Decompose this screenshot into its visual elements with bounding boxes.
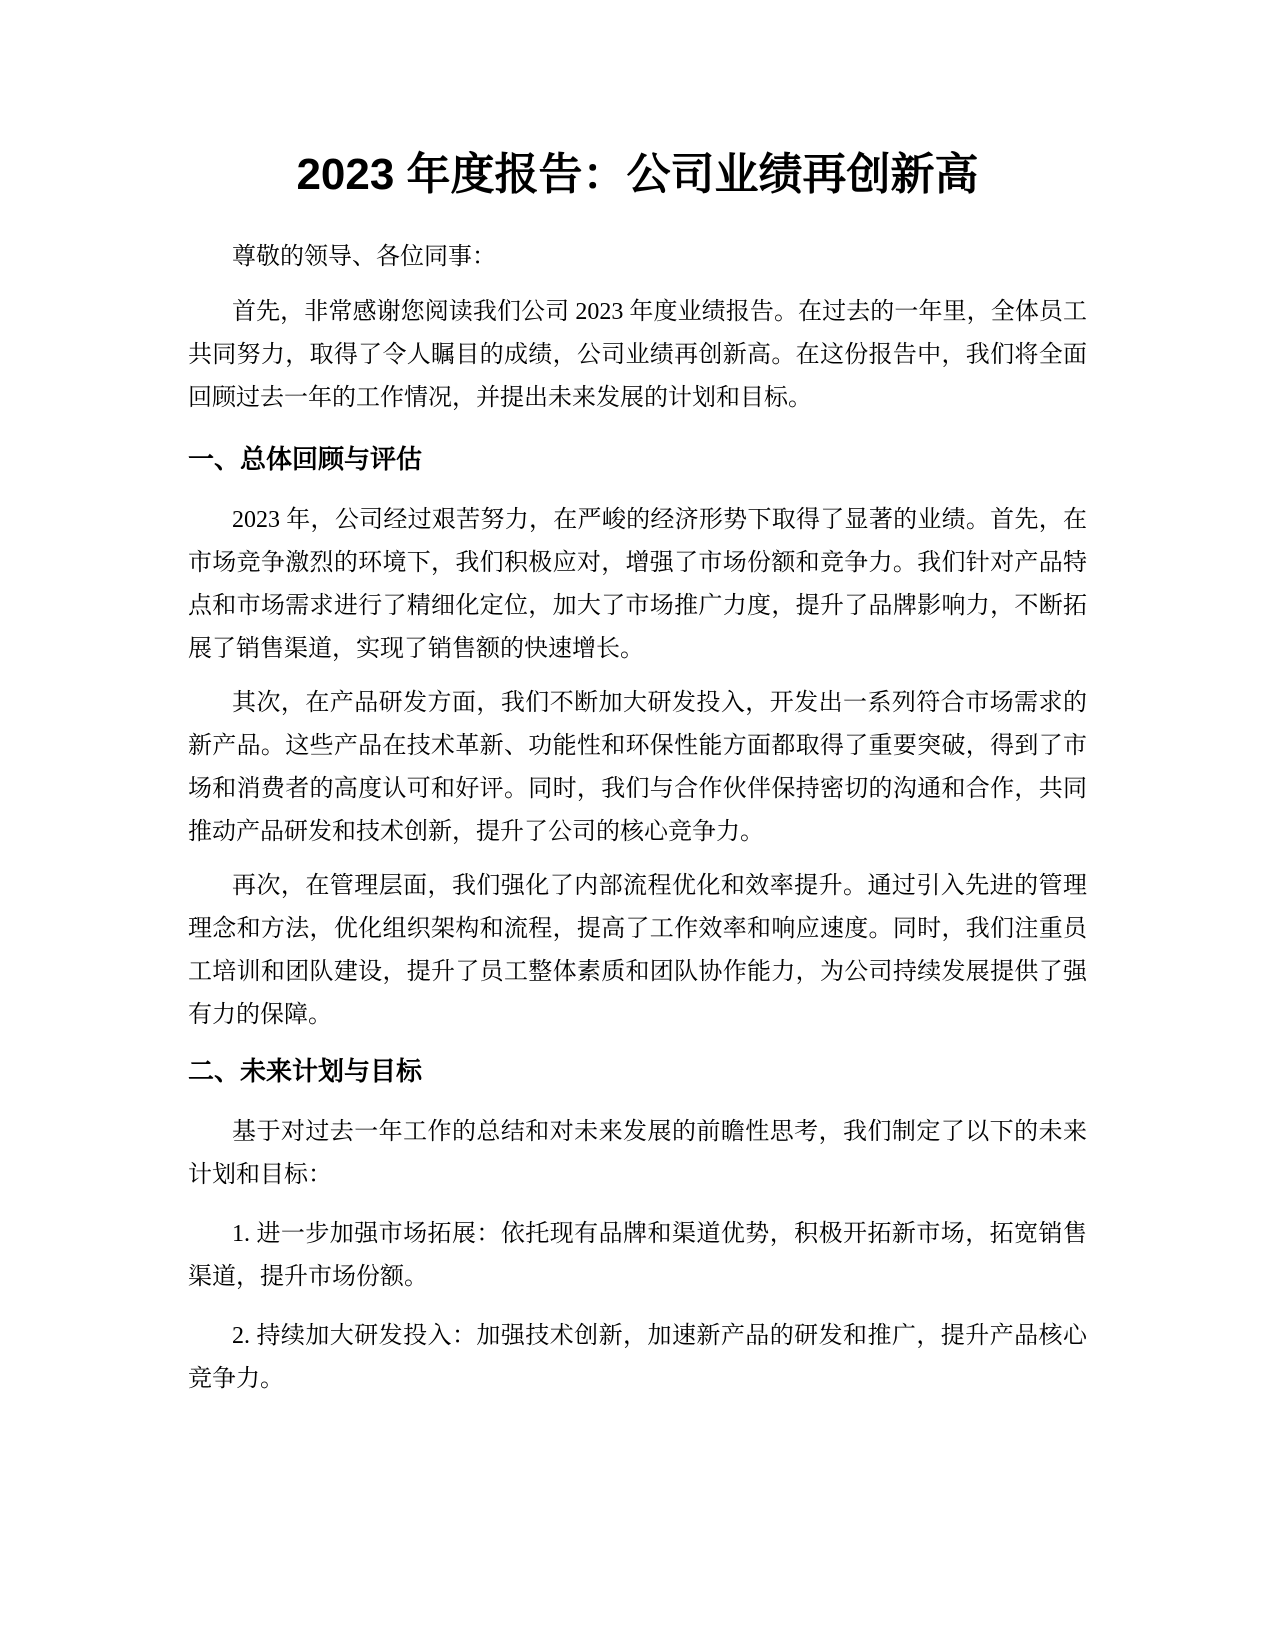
plan-item-1: 1. 进一步加强市场拓展：依托现有品牌和渠道优势，积极开拓新市场，拓宽销售渠道，提升市场份额。 (188, 1221, 1087, 1290)
section-1-paragraph-1: 2023 年，公司经过艰苦努力，在严峻的经济形势下取得了显著的业绩。首先，在市场竞争激烈的环境下，我们积极应对，增强了市场份额和竞争力。我们针对产品特点和市场需求进行了精细化定位，加大了市场推广力度，提升了品牌影响力，不断拓展了销售渠道，实现了销售额的快速增长。 (188, 507, 1087, 662)
section-1-paragraph-2: 其次，在产品研发方面，我们不断加大研发投入，开发出一系列符合市场需求的新产品。这些产品在技术革新、功能性和环保性能方面都取得了重要突破，得到了市场和消费者的高度认可和好评。同时，我们与合作伙伴保持密切的沟通和合作，共同推动产品研发和技术创新，提升了公司的核心竞争力。 (188, 690, 1087, 845)
section-1-heading: 一、总体回顾与评估 (188, 444, 423, 474)
section-2-heading: 二、未来计划与目标 (188, 1056, 423, 1086)
document-title: 2023 年度报告：公司业绩再创新高 (296, 150, 979, 199)
plan-item-2: 2. 持续加大研发投入：加强技术创新，加速新产品的研发和推广，提升产品核心竞争力。 (188, 1323, 1087, 1392)
salutation: 尊敬的领导、各位同事： (232, 244, 496, 270)
section-1-paragraph-3: 再次，在管理层面，我们强化了内部流程优化和效率提升。通过引入先进的管理理念和方法，优化组织架构和流程，提高了工作效率和响应速度。同时，我们注重员工培训和团队建设，提升了员工整体素质和团队协作能力，为公司持续发展提供了强有力的保障。 (188, 873, 1087, 1028)
section-2-paragraph-1: 基于对过去一年工作的总结和对未来发展的前瞻性思考，我们制定了以下的未来计划和目标： (188, 1119, 1087, 1188)
intro-paragraph: 首先，非常感谢您阅读我们公司 2023 年度业绩报告。在过去的一年里，全体员工共同努力，取得了令人瞩目的成绩，公司业绩再创新高。在这份报告中，我们将全面回顾过去一年的工作情况，并提出未来发展的计划和目标。 (188, 299, 1087, 411)
